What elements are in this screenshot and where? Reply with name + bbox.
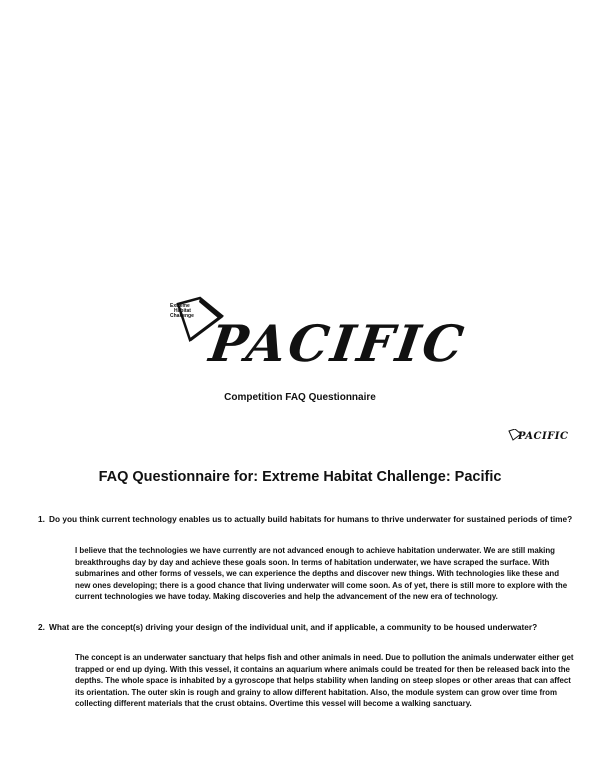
question-number: 2. [38, 622, 45, 632]
document-title: FAQ Questionnaire for: Extreme Habitat Challenge: Pacific [98, 469, 502, 485]
question-number: 1. [38, 514, 45, 524]
small-pacific-logo [506, 427, 570, 447]
logo-badge-text: Extreme Habitat Challenge [170, 303, 194, 319]
logo-wordmark: PACIFIC [205, 314, 470, 373]
question-text: Do you think current technology enables us to actually build habitats for humans to thrive underwater for sustained periods of time? [49, 514, 573, 524]
question-2 [38, 622, 578, 633]
page-subtitle: Competition FAQ Questionnaire [224, 392, 376, 403]
answer-1: I believe that the technologies we have currently are not advanced enough to achieve habitation underwater. We are still making breakthroughs day by day and achieve these goals soon. In terms of habitation underwater, we have scraped the surface. With submarines and other forms of vessels, we can experience the depths and discover new things. With technologies like these and new ones developing; there is a good chance that living underwater will come soon. As of yet, there is still more to explore with the current technologies we have today. Making discoveries and help the advancement of the new era of technology. [75, 546, 568, 601]
pacific-logo [170, 296, 470, 378]
answer-2: The concept is an underwater sanctuary that helps fish and other animals in need. Due to pollution the animals underwater either get trapped or end up dying. With this vessel, it contains an aquarium where animals could be treated for then be released back into the depths. The whole space is inhabited by a gyroscope that helps stability when landing on steep slopes or other areas that can affect its orientation. The outer skin is rough and grainy to allow different habitation. Also, the module system can grow over time from collecting different materials that the crust obtains. Overtime this vessel will become a walking sanctuary. [75, 653, 574, 708]
question-text: What are the concept(s) driving your design of the individual unit, and if applicable, a community to be housed underwater? [49, 622, 538, 632]
question-1 [38, 514, 578, 525]
small-logo-wordmark: PACIFIC [518, 431, 569, 442]
